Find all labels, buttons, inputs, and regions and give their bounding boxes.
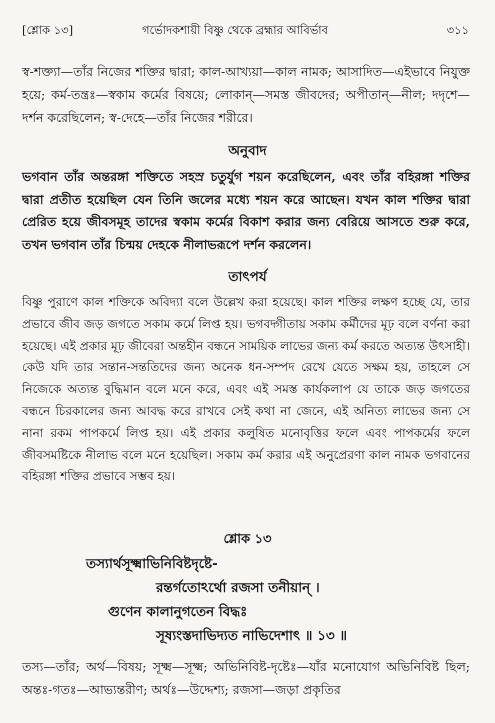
verse-line: সূষ্যংস্তদাভিদ্যত নাভিদেশাৎ ॥ ১৩ ॥ (156, 628, 347, 644)
header-chapter-title: গর্ভোদকশায়ী বিষ্ণু থেকে ব্রহ্মার আবির্ভাব (142, 23, 329, 37)
translation-text: ভগবান তাঁর অন্তরঙ্গা শক্তিতে সহস্র চতুর্যুগ শয়ন করেছিলেন, এবং তাঁর বহিরঙ্গা শক্তির দ্বারা প্রতীত হয়েছিল যেন তিনি জলের মধ্যে শয়ন করে আছেন। যখন কাল শক্তির দ্বারা প্রেরিত হয়ে জীবসমূহ তাদের স্বকাম কর্মের বিকাশ করার জন্য বেরিয়ে আসতে শুরু করে, তখন ভগবান তাঁর চিন্ময় দেহকে নীলাভরূপে দর্শন করলেন। (22, 169, 470, 252)
word-meanings: স্ব-শক্ত্যা—তাঁর নিজের শক্তির দ্বারা; কাল-আখ্যয়া—কাল নামক; আসাদিত—এইভাবে নিযুক্ত হয়ে; কর্ম-তন্ত্রঃ—স্বকাম কর্মের বিষয়ে; লোকান্—সমস্ত জীবদের; অপীতান্—নীল; দদৃশে—দর্শন করেছিলেন; স্ব-দেহে—তাঁর নিজের শরীরে। (22, 64, 470, 125)
translation-heading: অনুবাদ (228, 143, 267, 159)
page-number: ৩১১ (446, 23, 469, 37)
verse-line: গুণেন কালানুগতেন বিদ্ধঃ (108, 604, 248, 620)
verse-line: তস্যার্থসূক্ষ্মাভিনিবিষ্টদৃষ্টে- (86, 556, 218, 572)
header-verse-ref: [শ্লোক ১৩] (22, 23, 74, 37)
purport-text: বিষ্ণু পুরাণে কাল শক্তিকে অবিদ্যা বলে উল্লেখ করা হয়েছে। কাল শক্তির লক্ষণ হচ্ছে যে, তার প্রভাবে জীব জড় জগতে সকাম কর্মে লিপ্ত হয়। ভগবদ্গীতায় সকাম কর্মীদের মূঢ় বলে বর্ণনা করা হয়েছে। এই প্রকার মূঢ় জীবেরা অন্তহীন বন্ধনে সাময়িক লাভের জন্য কর্ম করতে অত্যন্ত উৎসাহী। কেউ যদি তার সন্তান-সন্ততিদের জন্য অনেক ধন-সম্পদ রেখে যেতে সক্ষম হয়, তাহলে সে নিজেকে অত্যন্ত বুদ্ধিমান বলে মনে করে, এবং এই সমস্ত কার্যকলাপ যে তাকে জড় জগতের বন্ধনে চিরকালের জন্য আবদ্ধ করে রাখবে সেই কথা না জেনে, এই অনিত্য লাভের জন্য সে নানা রকম পাপকর্মে লিপ্ত হয়। এই প্রকার কলুষিত মনোবৃত্তির ফলে এবং পাপকর্মের ফলে জীবসমষ্টিকে নীলাভ বলে মনে হয়েছিল। সকাম কর্ম করার এই অনুপ্রেরণা কাল নামক ভগবানের বহিরঙ্গা শক্তির প্রভাবে সম্ভব হয়। (22, 295, 470, 484)
running-header (22, 22, 469, 40)
verse-line: রন্তর্গতোঽর্থো রজসা তনীয়ান্ । (156, 580, 320, 596)
synonyms-text: তস্য—তাঁর; অর্থ—বিষয়; সূক্ষ্ম—সূক্ষ্ম; অভিনিবিষ্ট-দৃষ্টেঃ—যাঁর মনোযোগ অভিনিবিষ্ট ছিল; অন্তঃ-গতঃ—আভ্যন্তরীণ; অর্থঃ—উদ্দেশ্য; রজসা—জড়া প্রকৃতির (22, 659, 470, 697)
verse-number: শ্লোক ১৩ (223, 532, 272, 547)
purport-heading: তাৎপর্য (228, 269, 267, 285)
